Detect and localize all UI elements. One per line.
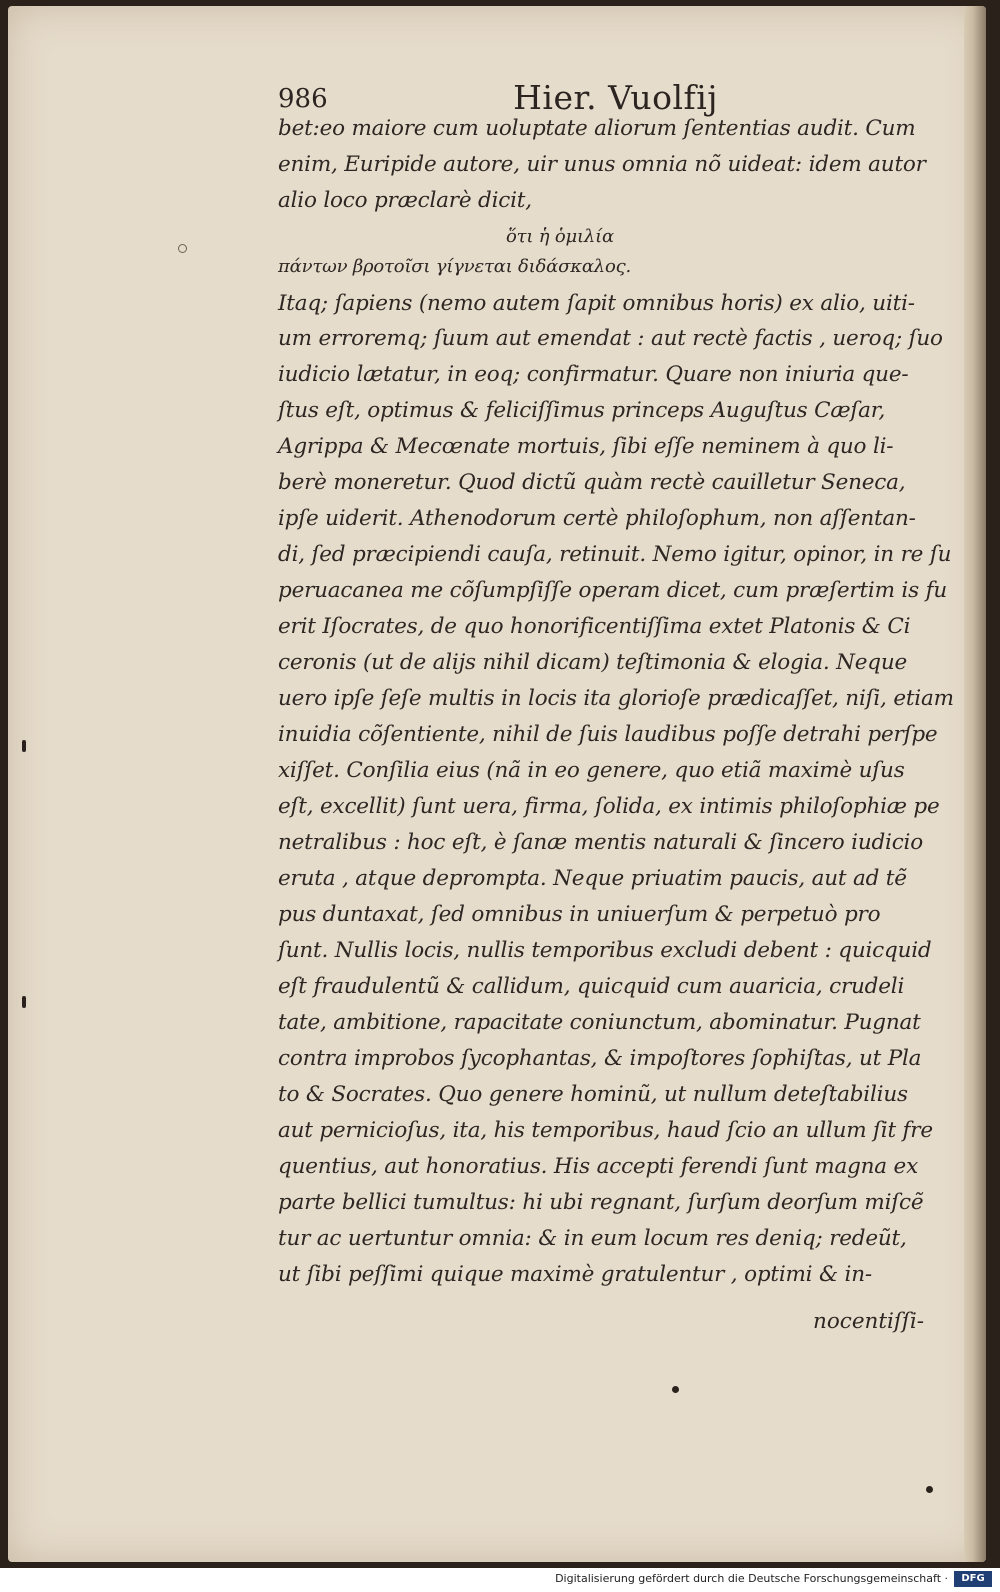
text-line: parte bellici tumultus: hi ubi regnant, ſurſum deorſum miſcẽ xyxy=(278,1190,924,1215)
text-line: ſtus eſt, optimus & feliciſſimus princeps Auguſtus Cæſar, xyxy=(278,398,886,423)
text-line: uero ipſe ſeſe multis in locis ita glorioſe prædicaſſet, niſi, etiam xyxy=(278,686,954,711)
text-line: ſunt. Nullis locis, nullis temporibus excludi debent : quicquid xyxy=(278,938,932,963)
greek-verse-line: πάντων βροτοῖσι γίγνεται διδάσκαλος. xyxy=(278,256,632,277)
footer-bar xyxy=(0,1568,1000,1592)
ink-spot-mark xyxy=(672,1386,679,1393)
running-head: Hier. Vuolfij xyxy=(513,78,718,117)
greek-verse-line: ὅτι ἡ ὁμιλία xyxy=(506,226,614,247)
text-line: tur ac uertuntur omnia: & in eum locum res deniq; redeũt, xyxy=(278,1226,907,1251)
text-line: inuidia cõſentiente, nihil de ſuis laudibus poſſe detrahi perſpe xyxy=(278,722,938,747)
text-line: ut ſibi peſſimi quique maximè gratulentur , optimi & in- xyxy=(278,1262,872,1287)
text-line: alio loco præclarè dicit, xyxy=(278,188,532,213)
text-line: aut pernicioſus, ita, his temporibus, haud ſcio an ullum ſit fre xyxy=(278,1118,933,1143)
text-line: di, ſed præcipiendi cauſa, retinuit. Nemo igitur, opinor, in re ſu xyxy=(278,542,952,567)
text-line: erit Iſocrates, de quo honorificentiſſima extet Platonis & Ci xyxy=(278,614,911,639)
catchword: nocentiſſi- xyxy=(813,1309,924,1334)
book-page xyxy=(8,6,986,1562)
text-line: contra improbos ſycophantas, & impoſtores ſophiſtas, ut Pla xyxy=(278,1046,922,1071)
text-line: um erroremq; ſuum aut emendat : aut rectè factis , ueroq; ſuo xyxy=(278,326,943,351)
ink-spot-mark xyxy=(22,996,26,1008)
funding-credit: Digitalisierung gefördert durch die Deutsche Forschungsgemeinschaft · xyxy=(555,1572,948,1585)
text-line: Agrippa & Mecœnate mortuis, ſibi eſſe neminem à quo li- xyxy=(278,434,894,459)
text-line: to & Socrates. Quo genere hominũ, ut nullum deteſtabilius xyxy=(278,1082,908,1107)
text-line: eſt fraudulentũ & callidum, quicquid cum auaricia, crudeli xyxy=(278,974,905,999)
text-line: eſt, excellit) ſunt uera, firma, ſolida, ex intimis philoſophiæ pe xyxy=(278,794,940,819)
text-line: iudicio lætatur, in eoq; confirmatur. Quare non iniuria que- xyxy=(278,362,909,387)
text-line: bet:eo maiore cum uoluptate aliorum ſententias audit. Cum xyxy=(278,116,916,141)
ink-spot-mark xyxy=(22,740,26,752)
text-line: Itaq; ſapiens (nemo autem ſapit omnibus horis) ex alio, uiti- xyxy=(278,291,915,316)
text-line: eruta , atque deprompta. Neque priuatim paucis, aut ad tẽ xyxy=(278,866,907,891)
text-line: peruacanea me cõſumpſiſſe operam dicet, cum præſertim is fu xyxy=(278,578,947,603)
page-number: 986 xyxy=(278,84,328,114)
text-line: quentius, aut honoratius. His accepti ferendi ſunt magna ex xyxy=(278,1154,919,1179)
text-line: ipſe uiderit. Athenodorum certè philoſophum, non aſſentan- xyxy=(278,506,916,531)
text-line: tate, ambitione, rapacitate coniunctum, abominatur. Pugnat xyxy=(278,1010,921,1035)
text-line: enim, Euripide autore, uir unus omnia nõ uideat: idem autor xyxy=(278,152,926,177)
text-line: xiſſet. Conſilia eius (nã in eo genere, quo etiã maximè uſus xyxy=(278,758,905,783)
page-edge xyxy=(964,6,986,1562)
text-line: ceronis (ut de alijs nihil dicam) teſtimonia & elogia. Neque xyxy=(278,650,908,675)
binding-hole-mark xyxy=(178,244,187,253)
text-line: netralibus : hoc eſt, è ſanæ mentis naturali & ſincero iudicio xyxy=(278,830,923,855)
dfg-logo: DFG xyxy=(954,1571,992,1587)
text-line: berè moneretur. Quod dictũ quàm rectè cauilletur Seneca, xyxy=(278,470,906,495)
ink-spot-mark xyxy=(926,1486,933,1493)
text-line: pus duntaxat, ſed omnibus in uniuerſum & perpetuò pro xyxy=(278,902,881,927)
